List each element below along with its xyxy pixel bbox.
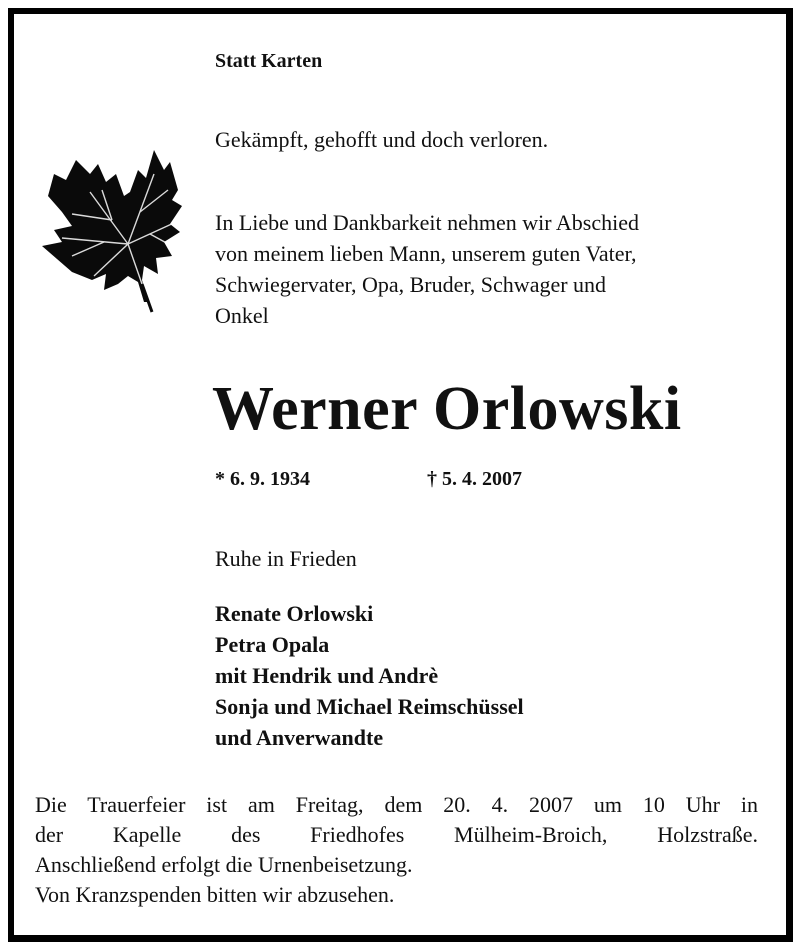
mourner-line: Sonja und Michael Reimschüssel xyxy=(215,694,524,719)
intro-line: In Liebe und Dankbarkeit nehmen wir Abschied xyxy=(215,210,639,235)
mourner-line: und Anverwandte xyxy=(215,725,384,750)
intro-paragraph xyxy=(215,207,775,331)
funeral-details xyxy=(35,790,758,910)
rest-in-peace-text: Ruhe in Frieden xyxy=(215,546,357,571)
mourner-line: Renate Orlowski xyxy=(215,601,374,626)
intro-line: Schwiegervater, Opa, Bruder, Schwager und xyxy=(215,272,607,297)
intro-line: von meinem lieben Mann, unserem guten Vater, xyxy=(215,241,637,266)
mourner-line: Petra Opala xyxy=(215,632,330,657)
deceased-name: Werner Orlowski xyxy=(212,375,682,443)
maple-leaf-icon xyxy=(32,134,182,314)
footer-line: Anschließend erfolgt die Urnenbeisetzung. xyxy=(35,852,413,877)
header-label: Statt Karten xyxy=(215,50,323,72)
motto-text: Gekämpft, gehofft und doch verloren. xyxy=(215,127,549,152)
footer-line: Die Trauerfeier ist am Freitag, dem 20. 4. 2007 um 10 Uhr in xyxy=(35,792,758,817)
intro-line: Onkel xyxy=(215,303,269,328)
death-date: † 5. 4. 2007 xyxy=(427,468,522,490)
birth-date: * 6. 9. 1934 xyxy=(215,468,310,490)
obituary-frame xyxy=(8,8,793,942)
mourner-line: mit Hendrik und Andrè xyxy=(215,663,439,688)
footer-line: Von Kranzspenden bitten wir abzusehen. xyxy=(35,882,395,907)
mourners-list xyxy=(215,598,524,753)
footer-line: der Kapelle des Friedhofes Mülheim-Broich, Holzstraße. xyxy=(35,822,758,847)
